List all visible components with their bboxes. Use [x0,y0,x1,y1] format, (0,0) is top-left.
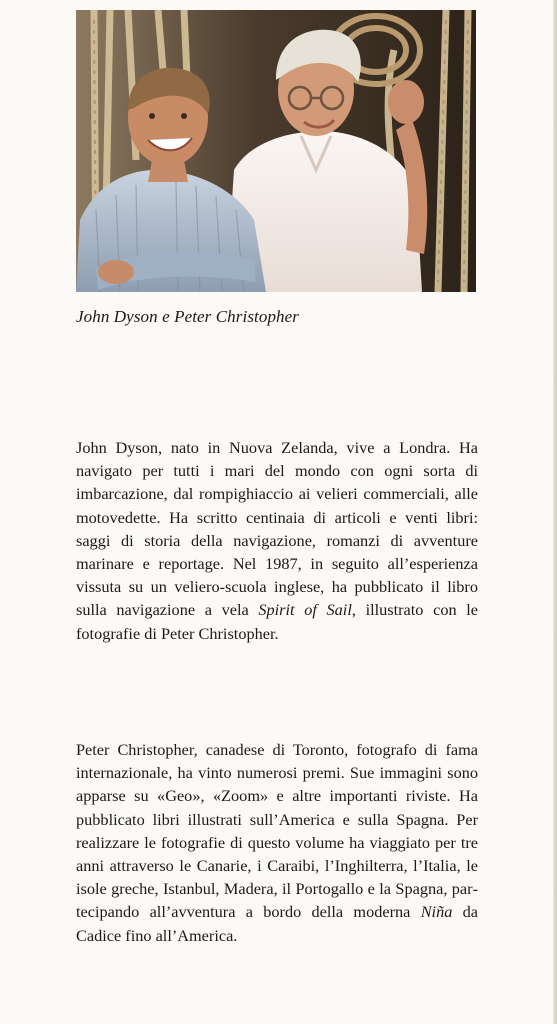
photo-caption: John Dyson e Peter Christopher [76,307,300,326]
author-photo-illustration [76,10,476,292]
italic-title: Spirit of Sail [258,600,352,620]
bio-john-dyson: John Dyson, nato in Nuova Zelanda, vive a Londra. Ha navigato per tutti i mari del mondo con ogni sorta di imbarcazione, dal rompighiaccio ai velieri commerciali, alle motovedette. Ha scritto centinaia di articoli e venti libri: saggi di storia della navigazione, romanzi di avventure marinare e reportage. Nel 1987, in seguito all’esperienza vissuta su un veliero-scuola inglese, ha pubblicato il libro sulla navigazione a vela Spirit of Sail, illustrato con le fotografie di Peter Christopher. [76,438,479,643]
page-edge [553,0,557,1024]
bio-peter-christopher: Peter Christopher, canadese di Toronto, fotografo di fama internazionale, ha vinto numerosi premi. Sue immagini sono apparse su «Geo», «Zoom» e altre importanti riviste. Ha pubblicato libri illustrati sull’America e sulla Spagna. Per realizzare le fotografie di questo volume ha viaggiato per tre anni attraverso le Canarie, i Caraibi, l’Inghilterra, l’Italia, le isole greche, Istanbul, Madera, il Portogallo e la Spagna, partecipando all’avventura a bordo della moderna Niña da Cadice fino all’America. [76,740,479,945]
author-photo [76,10,476,292]
italic-title: Niña [420,902,453,922]
